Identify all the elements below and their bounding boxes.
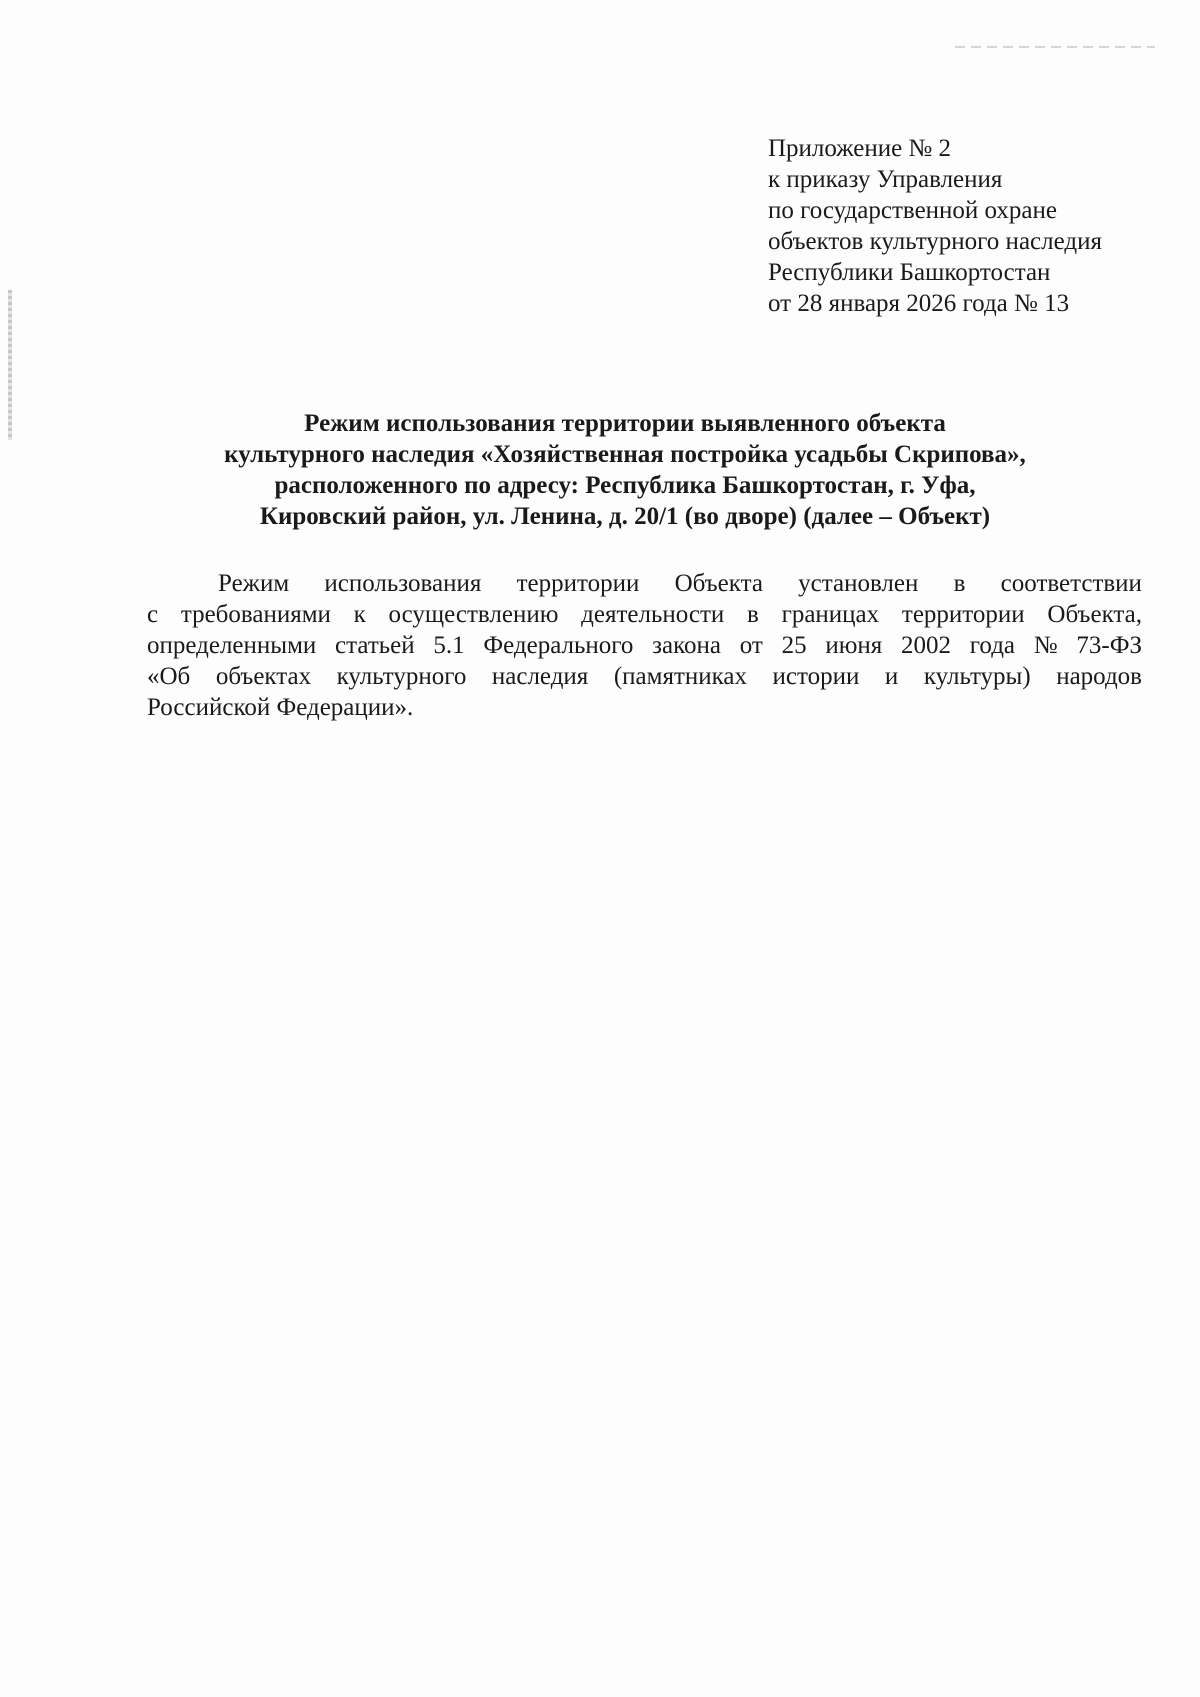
body-line bbox=[147, 661, 1142, 692]
body-word: и bbox=[884, 663, 899, 690]
appendix-line: по государственной охране bbox=[768, 197, 1058, 224]
body-word: культурного bbox=[336, 663, 467, 690]
body-word: использования bbox=[324, 570, 482, 597]
body-word: закона bbox=[652, 632, 721, 659]
body-word: в bbox=[747, 601, 759, 628]
scan-top-artifact bbox=[955, 46, 1155, 48]
body-word: объектах bbox=[215, 663, 312, 690]
appendix-line: Республики Башкортостан bbox=[768, 259, 1051, 286]
body-word: с bbox=[147, 601, 159, 628]
body-word: культуры) bbox=[923, 663, 1031, 690]
body-word: Объекта, bbox=[1047, 601, 1142, 628]
appendix-block bbox=[768, 133, 1168, 319]
body-word: территории bbox=[516, 570, 640, 597]
body-word: установлен bbox=[798, 570, 919, 597]
body-word: Объекта bbox=[674, 570, 763, 597]
document-title bbox=[170, 408, 1080, 532]
body-word: деятельности bbox=[581, 601, 725, 628]
body-word: осуществлению bbox=[388, 601, 559, 628]
body-word: истории bbox=[772, 663, 860, 690]
body-line: Российской Федерации». bbox=[147, 694, 414, 721]
body-word: границах bbox=[781, 601, 880, 628]
title-line: культурного наследия «Хозяйственная постройка усадьбы Скрипова», bbox=[224, 441, 1026, 468]
body-word: определенными bbox=[147, 632, 317, 659]
appendix-line: Приложение № 2 bbox=[768, 135, 952, 162]
body-word: Режим bbox=[218, 570, 290, 597]
body-word: статьей bbox=[335, 632, 415, 659]
body-word: соответствии bbox=[1000, 570, 1142, 597]
body-line bbox=[147, 568, 1142, 599]
body-word: года bbox=[969, 632, 1016, 659]
body-word: 73-ФЗ bbox=[1076, 632, 1142, 659]
body-line bbox=[147, 599, 1142, 630]
body-word: территории bbox=[901, 601, 1025, 628]
body-word: к bbox=[353, 601, 366, 628]
title-line: расположенного по адресу: Республика Башкортостан, г. Уфа, bbox=[274, 472, 976, 499]
body-word: 2002 bbox=[901, 632, 952, 659]
body-word: (памятниках bbox=[613, 663, 747, 690]
title-line: Режим использования территории выявленного объекта bbox=[304, 410, 946, 437]
body-word: наследия bbox=[491, 663, 589, 690]
body-word: № bbox=[1033, 632, 1058, 659]
title-line: Кировский район, ул. Ленина, д. 20/1 (во дворе) (далее – Объект) bbox=[259, 503, 991, 530]
appendix-line: объектов культурного наследия bbox=[768, 228, 1102, 255]
appendix-line: к приказу Управления bbox=[768, 166, 1003, 193]
body-word: «Об bbox=[147, 663, 191, 690]
body-paragraph bbox=[147, 568, 1142, 723]
body-word: требованиями bbox=[180, 601, 331, 628]
body-word: июня bbox=[825, 632, 883, 659]
body-word: от bbox=[739, 632, 763, 659]
body-word: 25 bbox=[781, 632, 807, 659]
body-word: Федерального bbox=[483, 632, 634, 659]
body-word: народов bbox=[1056, 663, 1142, 690]
scan-edge-artifact bbox=[8, 290, 12, 440]
body-word: в bbox=[953, 570, 966, 597]
appendix-line: от 28 января 2026 года № 13 bbox=[768, 290, 1070, 317]
body-line bbox=[147, 630, 1142, 661]
body-word: 5.1 bbox=[433, 632, 465, 659]
